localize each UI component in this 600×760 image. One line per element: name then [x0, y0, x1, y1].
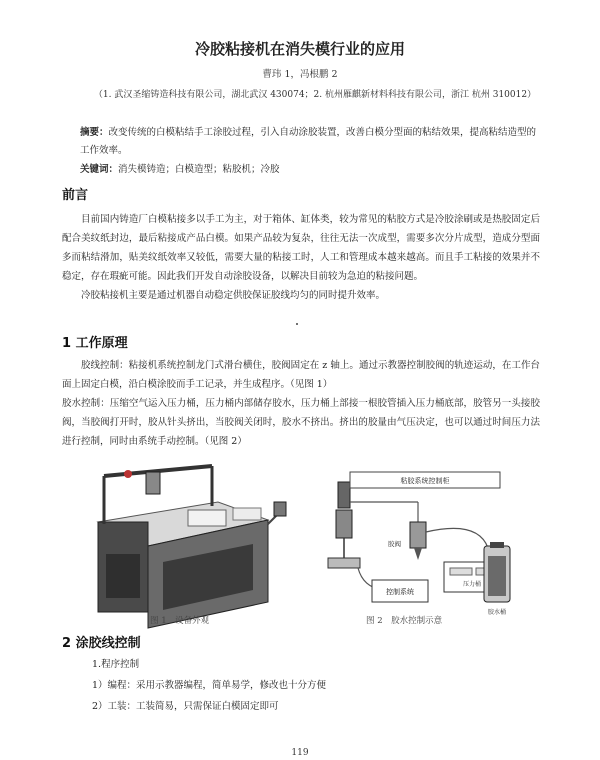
stray-dot	[296, 323, 298, 325]
preface-body	[62, 210, 540, 305]
section-1-paragraph-1: 胶线控制：粘接机系统控制龙门式滑台横住，胶阀固定在 z 轴上。通过示教器控制胶阀的轨迹运动，在工作台面上固定白模，沿白模涂胶而手工记录，并生成程序。（见图 1）	[62, 360, 540, 390]
preface-paragraph-1: 目前国内铸造厂白模粘接多以手工为主，对于箱体、缸体类，较为常见的粘胶方式是冷胶涂刷或是热胶固定后配合美纹纸封边，最后粘接成产品白模。如果产品较为复杂，往往无法一次成型，需要多次分片成型，造成分型面多而粘结滑加，贴美纹纸效率又较低，需要大量的粘接工时，人工和管理成本越来越高。而且手工粘接的效果并不稳定，存在瑕疵可能。因此我们开发自动涂胶设备，以解决目前较为急迫的粘接问题。	[62, 214, 540, 282]
page-number: 119	[291, 748, 309, 758]
paper-authors: 曹玮 1，冯根鹏 2	[262, 69, 338, 80]
abstract	[80, 124, 540, 160]
section-2-list	[92, 654, 532, 717]
section-2-item-2: 2）工装：工装简易，只需保证白模固定即可	[92, 701, 279, 712]
section-1-paragraph-2: 胶水控制：压缩空气运入压力桶，压力桶内部储存胶水，压力桶上部接一根胶管插入压力桶底部，胶管另一头接胶阀，当胶阀打开时，胶从针头挤出，当胶阀关闭时，胶水不挤出。挤出的胶量由气压决定，也可以通过时间压力法进行控制，同时由系统手动控制。（见图 2）	[62, 398, 540, 447]
keywords	[80, 162, 540, 178]
preface-paragraph-2: 冷胶粘接机主要是通过机器自动稳定供胶保证胶线均匀的同时提升效率。	[81, 290, 386, 301]
fig2-control-label: 控制系统	[386, 588, 414, 596]
section-1-body	[62, 356, 540, 451]
figures-illustration	[88, 462, 520, 634]
fig2-top-box-label: 粘胶系统控制柜	[400, 477, 450, 485]
abstract-label: 摘要：	[80, 127, 109, 138]
fig2-pressure-label: 压力桶	[462, 581, 482, 588]
keywords-label: 关键词：	[80, 164, 119, 175]
figure-2-schematic	[328, 472, 510, 616]
figure-2-caption: 图 2 胶水控制示意	[366, 616, 443, 626]
figure-1-caption: 图 1 设备外观	[150, 616, 210, 626]
paper-title: 冷胶粘接机在消失模行业的应用	[194, 40, 405, 58]
section-1-heading: 1 工作原理	[62, 336, 128, 351]
abstract-text: 改变传统的白模粘结手工涂胶过程，引入自动涂胶装置，改善白模分型面的粘结效果，提高粘结造型的工作效率。	[80, 127, 537, 156]
section-2-item-1: 1）编程：采用示教器编程，简单易学，修改也十分方便	[92, 680, 327, 691]
section-2-subheading: 1.程序控制	[92, 659, 140, 670]
paper-affiliation: （1. 武汉圣缩铸造科技有限公司，湖北武汉 430074；2. 杭州雁麒新材料科技有限公司，浙江 杭州 310012）	[93, 90, 537, 100]
fig2-valve-label: 胶阀	[388, 540, 401, 548]
preface-heading: 前言	[62, 188, 89, 203]
figure-1-machine	[98, 466, 286, 628]
fig2-glue-bucket-label: 胶水桶	[487, 609, 507, 616]
section-2-heading: 2 涂胶线控制	[62, 636, 141, 651]
keywords-text: 消失模铸造；白模造型；粘胶机；冷胶	[118, 164, 280, 175]
